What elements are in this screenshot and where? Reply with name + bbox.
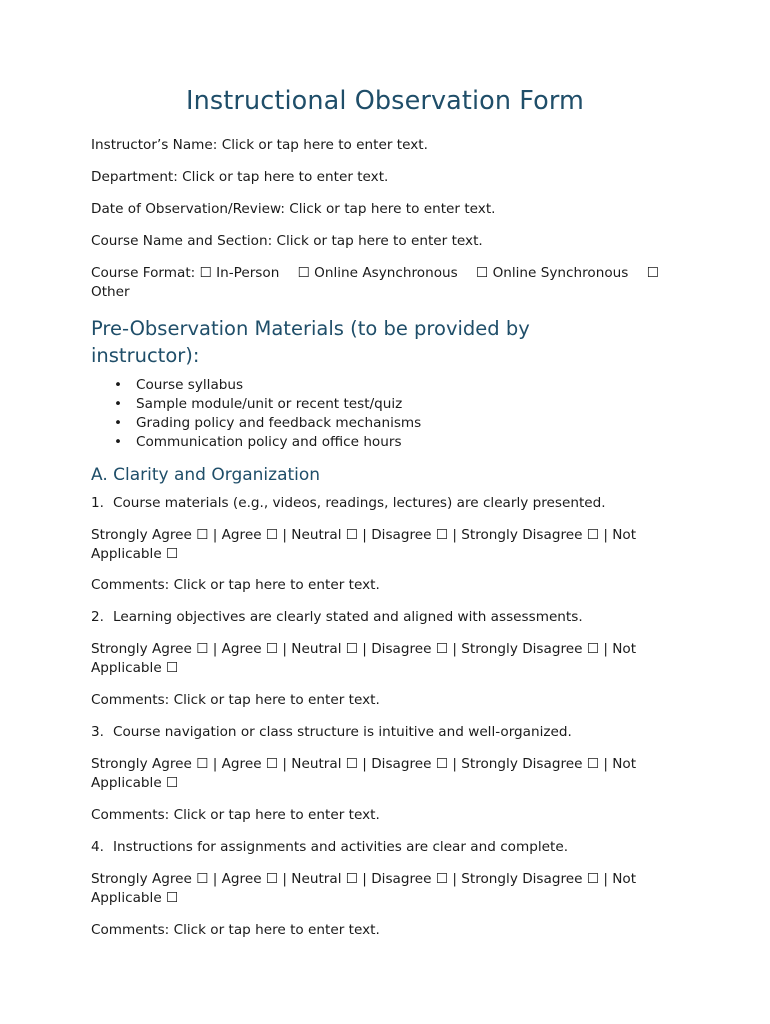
- pre-observation-heading-line2: instructor):: [91, 344, 200, 367]
- department-field[interactable]: [91, 168, 388, 188]
- bullet-icon: •: [114, 415, 123, 431]
- list-item-text: Course syllabus: [136, 377, 244, 393]
- option-online-sync: Online Synchronous: [492, 265, 629, 281]
- comments-field-3[interactable]: Comments: Click or tap here to enter text.: [91, 807, 380, 823]
- question-1: [91, 494, 606, 514]
- field-value[interactable]: Click or tap here to enter text.: [221, 137, 428, 153]
- question-4: [91, 838, 568, 858]
- instructor-name-field[interactable]: [91, 136, 428, 156]
- question-3: [91, 723, 572, 743]
- rating-scale-1[interactable]: Strongly Agree ☐ | Agree ☐ | Neutral ☐ | Disagree ☐ | Strongly Disagree ☐ | Not: [91, 527, 637, 543]
- rating-scale-2[interactable]: Strongly Agree ☐ | Agree ☐ | Neutral ☐ | Disagree ☐ | Strongly Disagree ☐ | Not: [91, 641, 637, 657]
- rating-scale-3[interactable]: Strongly Agree ☐ | Agree ☐ | Neutral ☐ | Disagree ☐ | Strongly Disagree ☐ | Not: [91, 756, 637, 772]
- course-name-field[interactable]: [91, 232, 483, 252]
- question-2: [91, 608, 583, 628]
- option-online-async: Online Asynchronous: [314, 265, 458, 281]
- option-other: Other: [91, 284, 130, 300]
- option-in-person: In-Person: [216, 265, 280, 281]
- field-value[interactable]: Click or tap here to enter text.: [276, 233, 483, 249]
- list-item: [114, 376, 243, 395]
- field-label: Date of Observation/Review:: [91, 201, 285, 217]
- form-title: Instructional Observation Form: [186, 86, 584, 116]
- checkbox-other[interactable]: ☐: [646, 265, 659, 281]
- checkbox-online-async[interactable]: ☐: [297, 265, 310, 281]
- rating-scale-2-cont[interactable]: Applicable ☐: [91, 660, 179, 676]
- list-item: [114, 395, 402, 414]
- course-format-row: [91, 264, 659, 284]
- comments-field-4[interactable]: Comments: Click or tap here to enter text.: [91, 922, 380, 938]
- course-format-label: Course Format:: [91, 265, 196, 281]
- field-label: Department:: [91, 169, 178, 185]
- rating-scale-4-cont[interactable]: Applicable ☐: [91, 890, 179, 906]
- rating-scale-4[interactable]: Strongly Agree ☐ | Agree ☐ | Neutral ☐ | Disagree ☐ | Strongly Disagree ☐ | Not: [91, 871, 637, 887]
- field-value[interactable]: Click or tap here to enter text.: [182, 169, 389, 185]
- field-label: Course Name and Section:: [91, 233, 273, 249]
- list-item-text: Grading policy and feedback mechanisms: [136, 415, 422, 431]
- field-value[interactable]: Click or tap here to enter text.: [289, 201, 496, 217]
- question-text: Course navigation or class structure is intuitive and well-organized.: [113, 724, 572, 740]
- observation-date-field[interactable]: [91, 200, 495, 220]
- question-number: 4.: [91, 839, 104, 855]
- question-text: Learning objectives are clearly stated and aligned with assessments.: [113, 609, 583, 625]
- field-label: Instructor’s Name:: [91, 137, 218, 153]
- bullet-icon: •: [114, 377, 123, 393]
- bullet-icon: •: [114, 434, 123, 450]
- pre-observation-heading-line1: Pre-Observation Materials (to be provided by: [91, 317, 530, 340]
- bullet-icon: •: [114, 396, 123, 412]
- checkbox-online-sync[interactable]: ☐: [476, 265, 489, 281]
- comments-field-2[interactable]: Comments: Click or tap here to enter text.: [91, 692, 380, 708]
- question-number: 1.: [91, 495, 104, 511]
- section-a-heading: A. Clarity and Organization: [91, 465, 321, 485]
- list-item: [114, 433, 402, 452]
- question-number: 2.: [91, 609, 104, 625]
- checkbox-in-person[interactable]: ☐: [199, 265, 212, 281]
- list-item-text: Communication policy and office hours: [136, 434, 402, 450]
- comments-field-1[interactable]: Comments: Click or tap here to enter text.: [91, 577, 380, 593]
- list-item-text: Sample module/unit or recent test/quiz: [136, 396, 403, 412]
- rating-scale-3-cont[interactable]: Applicable ☐: [91, 775, 179, 791]
- question-number: 3.: [91, 724, 104, 740]
- question-text: Course materials (e.g., videos, readings, lectures) are clearly presented.: [113, 495, 606, 511]
- question-text: Instructions for assignments and activities are clear and complete.: [113, 839, 569, 855]
- list-item: [114, 414, 421, 433]
- rating-scale-1-cont[interactable]: Applicable ☐: [91, 546, 179, 562]
